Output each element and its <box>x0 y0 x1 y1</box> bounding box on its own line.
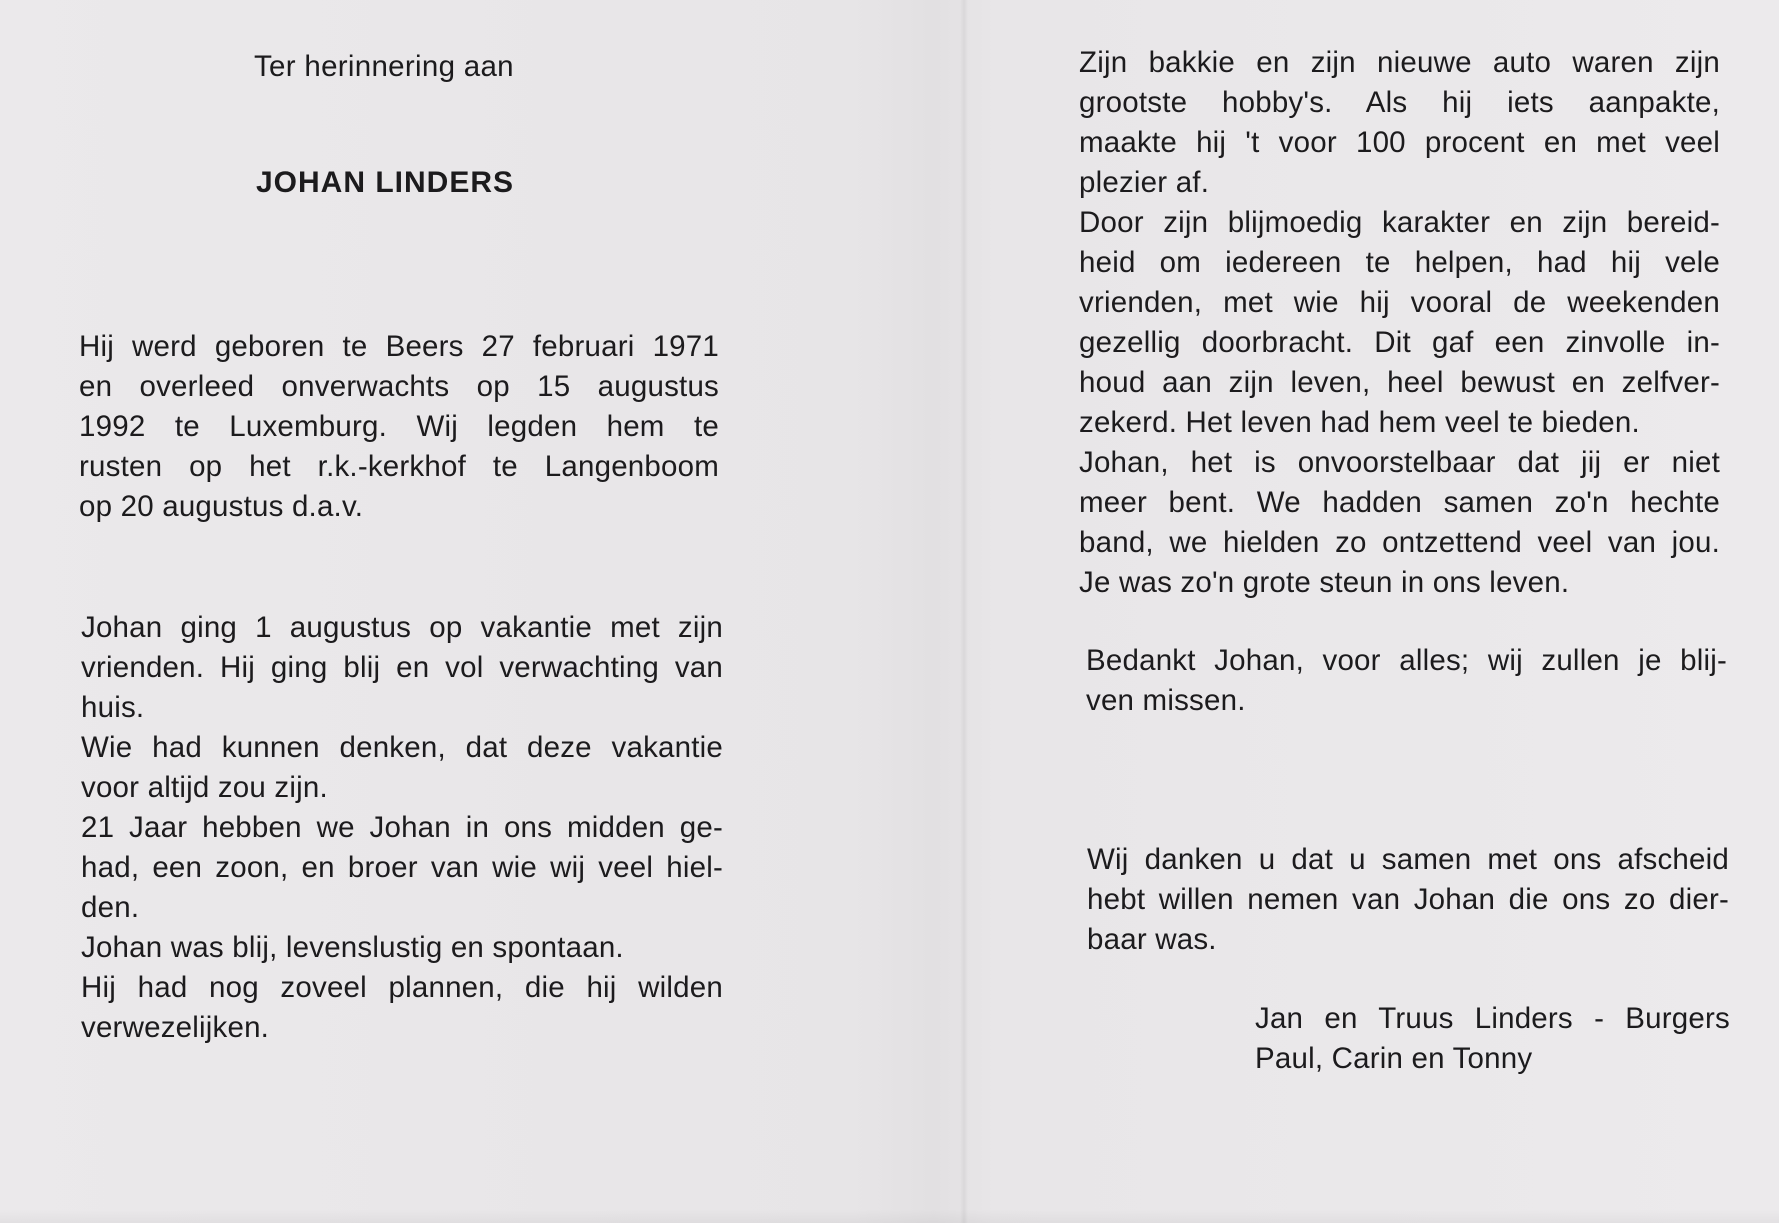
deceased-name <box>256 166 514 200</box>
deceased-name-text: JOHAN LINDERS <box>256 166 515 199</box>
text-line: heid om iedereen te helpen, had hij vele <box>1079 246 1720 279</box>
text-line: Johan was blij, levenslustig en spontaan. <box>81 931 624 964</box>
text-line: Hij werd geboren te Beers 27 februari 1971 <box>79 330 719 363</box>
signature-line: Jan en Truus Linders - Burgers <box>1255 1002 1730 1035</box>
text-line: 21 Jaar hebben we Johan in ons midden ge- <box>81 811 723 844</box>
text-line: Wij danken u dat u samen met ons afscheid <box>1087 843 1729 876</box>
text-line: den. <box>81 891 140 924</box>
text-line: maakte hij 't voor 100 procent en met veel <box>1079 126 1720 159</box>
text-line: verwezelijken. <box>81 1011 270 1044</box>
text-line: 1992 te Luxemburg. Wij legden hem te <box>79 410 719 443</box>
text-line: Zijn bakkie en zijn nieuwe auto waren zijn <box>1079 46 1720 79</box>
right-paragraph-thanks-johan <box>1086 641 1727 721</box>
left-paragraph-remembrance <box>81 608 723 1048</box>
text-line: en overleed onverwachts op 15 augustus <box>79 370 719 403</box>
text-line: baar was. <box>1087 923 1217 956</box>
text-line: voor altijd zou zijn. <box>81 771 328 804</box>
text-line: Je was zo'n grote steun in ons leven. <box>1079 566 1570 599</box>
text-line: plezier af. <box>1079 166 1210 199</box>
text-line: meer bent. We hadden samen zo'n hechte <box>1079 486 1720 519</box>
text-line: op 20 augustus d.a.v. <box>79 490 364 523</box>
intro-text: Ter herinnering aan <box>254 50 514 83</box>
text-line: hebt willen nemen van Johan die ons zo dier- <box>1087 883 1729 916</box>
family-signature <box>1255 999 1730 1079</box>
text-line: Johan, het is onvoorstelbaar dat jij er niet <box>1079 446 1720 479</box>
intro-line <box>254 47 514 87</box>
text-line: Bedankt Johan, voor alles; wij zullen je blij- <box>1086 644 1727 677</box>
text-line: vrienden, met wie hij vooral de weekenden <box>1079 286 1720 319</box>
text-line: Johan ging 1 augustus op vakantie met zijn <box>81 611 723 644</box>
text-line: grootste hobby's. Als hij iets aanpakte, <box>1079 86 1720 119</box>
signature-line: Paul, Carin en Tonny <box>1255 1042 1533 1075</box>
text-line: band, we hielden zo ontzettend veel van jou. <box>1079 526 1720 559</box>
text-line: zekerd. Het leven had hem veel te bieden. <box>1079 406 1640 439</box>
text-line: vrienden. Hij ging blij en vol verwachting van <box>81 651 723 684</box>
text-line: had, een zoon, en broer van wie wij veel hiel- <box>81 851 723 884</box>
right-paragraph-hobbies <box>1079 43 1720 603</box>
text-line: ven missen. <box>1086 684 1246 717</box>
text-line: rusten op het r.k.-kerkhof te Langenboom <box>79 450 719 483</box>
text-line: Door zijn blijmoedig karakter en zijn bereid- <box>1079 206 1720 239</box>
text-line: houd aan zijn leven, heel bewust en zelfver- <box>1079 366 1720 399</box>
text-line: huis. <box>81 691 145 724</box>
text-line: Hij had nog zoveel plannen, die hij wilden <box>81 971 723 1004</box>
right-paragraph-gratitude <box>1087 840 1729 960</box>
left-paragraph-birth-death <box>79 327 719 527</box>
text-line: gezellig doorbracht. Dit gaf een zinvolle in- <box>1079 326 1720 359</box>
card-fold <box>960 0 968 1223</box>
card-edge-shadow <box>0 1209 1779 1223</box>
text-line: Wie had kunnen denken, dat deze vakantie <box>81 731 723 764</box>
